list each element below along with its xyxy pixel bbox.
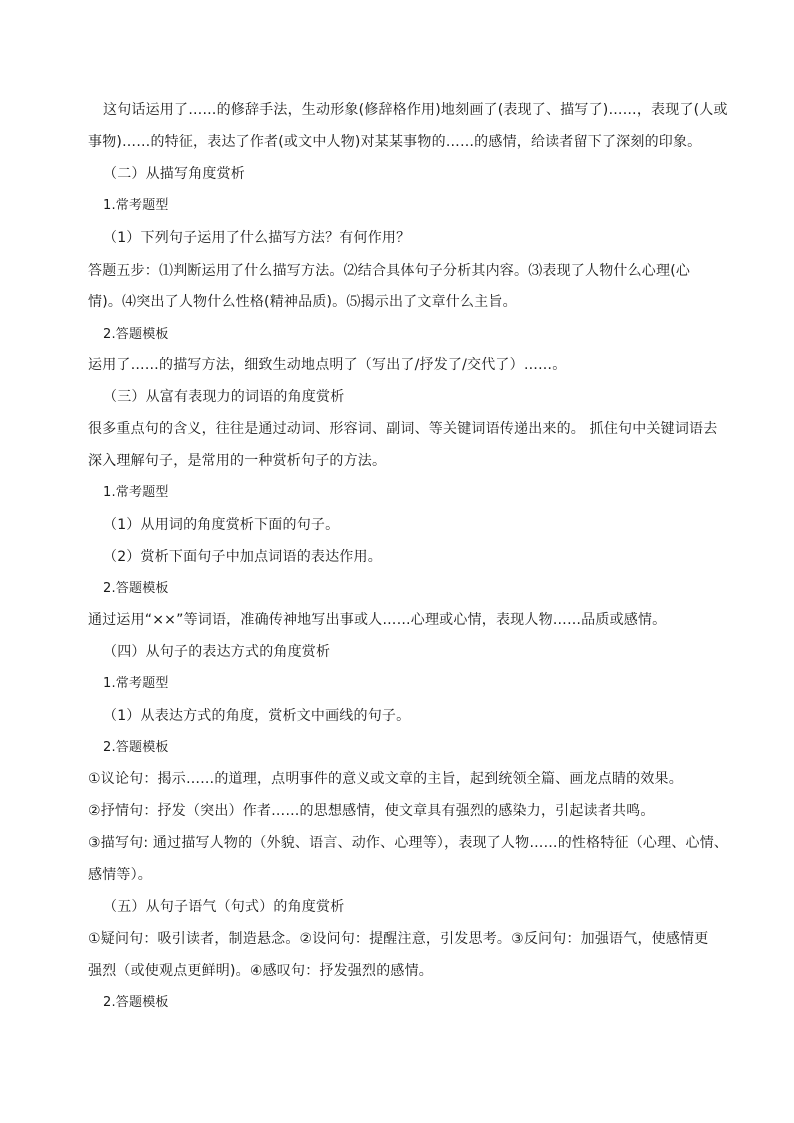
subheading: 1.常考题型 [103, 485, 169, 500]
subheading: 2.答题模板 [103, 327, 169, 342]
section-heading: （四）从句子的表达方式的角度赏析 [103, 644, 331, 660]
paragraph-line: 强烈（或使观点更鲜明)。④感叹句：抒发强烈的感情。 [88, 963, 434, 979]
subheading: 1.常考题型 [103, 676, 169, 691]
subheading: 2.答题模板 [103, 995, 169, 1010]
paragraph-line: 这句话运用了……的修辞手法，生动形象(修辞格作用)地刻画了(表现了、描写了)……，表现了(人或 [103, 102, 728, 118]
subheading: 2.答题模板 [103, 740, 169, 755]
section-heading: （三）从富有表现力的词语的角度赏析 [103, 389, 345, 405]
question-line: （1）下列句子运用了什么描写方法？有何作用？ [103, 230, 411, 246]
question-line: （1）从用词的角度赏析下面的句子。 [103, 517, 340, 533]
paragraph-line: 很多重点句的含义，往往是通过动词、形容词、副词、等关键词语传递出来的。 抓住句中关键词语去 [88, 421, 718, 437]
subheading: 1.常考题型 [103, 198, 169, 213]
template-line: ②抒情句：抒发（突出）作者……的思想感情，使文章具有强烈的感染力，引起读者共鸣。 [88, 803, 655, 819]
paragraph-line: 深入理解句子，是常用的一种赏析句子的方法。 [88, 453, 387, 469]
question-line: （1）从表达方式的角度，赏析文中画线的句子。 [103, 708, 411, 724]
paragraph-line: 答题五步：⑴判断运用了什么描写方法。⑵结合具体句子分析其内容。⑶表现了人物什么心理(心 [88, 263, 691, 279]
paragraph-line: 情)。⑷突出了人物什么性格(精神品质)。⑸揭示出了文章什么主旨。 [88, 294, 517, 310]
question-line: （2）赏析下面句子中加点词语的表达作用。 [103, 549, 382, 565]
section-heading: （二）从描写角度赏析 [103, 166, 245, 182]
template-line: 运用了……的描写方法，细致生动地点明了（写出了/抒发了/交代了）……。 [88, 357, 567, 373]
template-line: 通过运用“××”等词语，准确传神地写出事或人……心理或心情，表现人物……品质或感情。 [88, 612, 667, 628]
subheading: 2.答题模板 [103, 581, 169, 596]
paragraph-line: ①疑问句：吸引读者，制造悬念。②设问句：提醒注意，引发思考。③反问句：加强语气，使感情更 [88, 931, 709, 947]
paragraph-line: 事物)……的特征，表达了作者(或文中人物)对某某事物的……的感情，给读者留下了深刻的印象。 [88, 134, 702, 150]
template-line: 感情等）。 [88, 867, 152, 883]
template-line: ①议论句：揭示……的道理，点明事件的意义或文章的主旨，起到统领全篇、画龙点睛的效果。 [88, 771, 683, 787]
section-heading: （五）从句子语气（句式）的角度赏析 [103, 899, 345, 915]
template-line: ③描写句: 通过描写人物的（外貌、语言、动作、心理等），表现了人物……的性格特征（心理、心情、 [88, 835, 729, 851]
